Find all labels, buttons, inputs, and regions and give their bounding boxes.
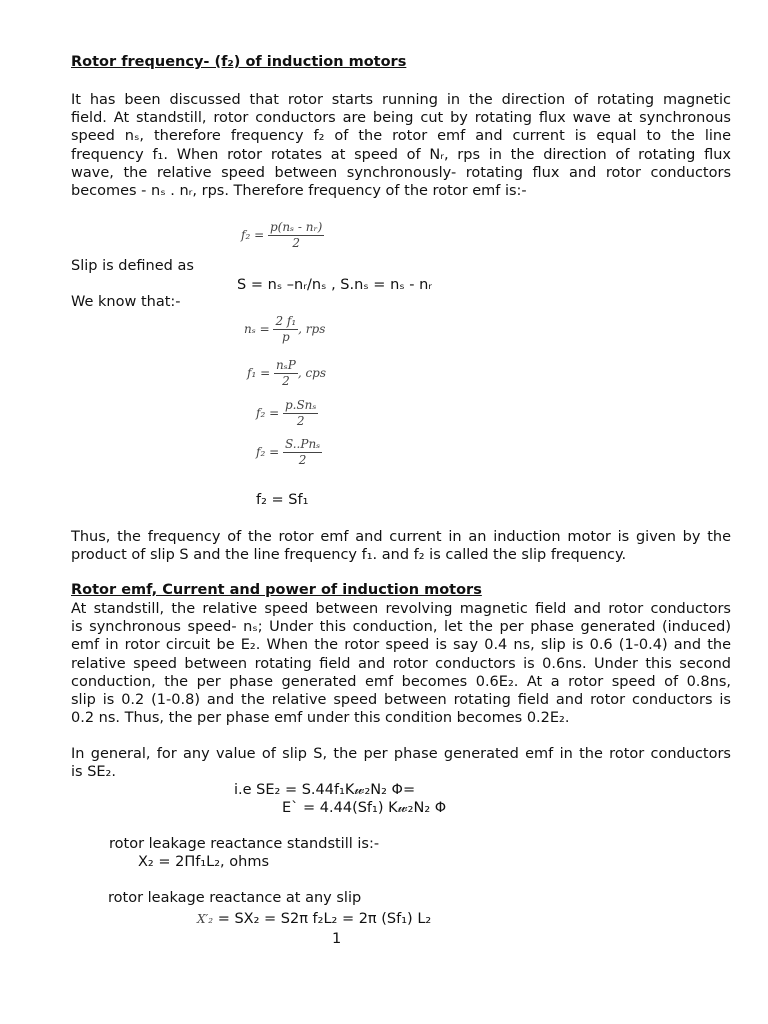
eq-denominator: 2 [296, 414, 305, 428]
text-line: becomes - nₛ . nᵣ, rps. Therefore frequency of the rotor emf is:- [71, 183, 527, 200]
slip-formula: S = nₛ –nᵣ/nₛ , S.nₛ = nₛ - nᵣ [237, 277, 433, 293]
eq-denominator: 2 [292, 236, 300, 250]
eq-suffix: , rps [298, 322, 326, 336]
text-line: relative speed between rotating field and rotor conductors is 0.6ns. Under this second [71, 655, 731, 672]
text-line: slip is 0.2 (1-0.8) and the relative speed between rotating field and rotor conductors is [71, 692, 731, 709]
text-line: field. At standstill, rotor conductors are being cut by rotating flux wave at synchronous [71, 110, 731, 127]
paragraph-general-slip [71, 745, 731, 781]
text-line: product of slip S and the line frequency f₁. and f₂ is called the slip frequency. [71, 547, 627, 564]
text-line: speed nₛ, therefore frequency f₂ of the rotor emf and current is equal to the line [71, 128, 731, 145]
result-f2-equals-sf1: f₂ = Sf₁ [256, 492, 309, 508]
eq-denominator: 2 [282, 374, 290, 388]
eq-numerator: p.Snₛ [284, 398, 317, 412]
eq-numerator: p(nₛ - nᵣ) [269, 220, 323, 234]
reactance-slip-formula: = SX₂ = S2π f₂L₂ = 2π (Sf₁) L₂ [217, 911, 432, 927]
equation-f1: f₁ = $\frac{\text{nₛP}}{2}$ , cps [247, 358, 327, 388]
text-line: At standstill, the relative speed between revolving magnetic field and rotor conductors [71, 601, 731, 617]
eq-denominator: p [281, 330, 290, 344]
eq-lhs: f₂ [241, 228, 251, 242]
equation-f2-slip: f₂ = $\frac{\text{p.Snₛ}}{2}$ [256, 398, 317, 428]
equation-e-prime: E` = 4.44(Sf₁) K𝓌₂N₂ Φ [282, 800, 447, 816]
section-heading-rotor-emf: Rotor emf, Current and power of induction motors [71, 582, 482, 598]
paragraph-standstill-emf [71, 600, 731, 727]
reactance-standstill-formula: X₂ = 2Πf₁L₂, ohms [138, 854, 270, 870]
section-heading-rotor-frequency: Rotor frequency- (f₂) of induction motors [71, 54, 407, 70]
eq-numerator: 2 f₁ [275, 314, 297, 328]
reactance-standstill-label: rotor leakage reactance standstill is:- [109, 836, 380, 852]
reactance-slip-label: rotor leakage reactance at any slip [108, 890, 362, 906]
slip-label: Slip is defined as [71, 258, 194, 274]
eq-lhs: f₂ [256, 445, 266, 459]
eq-denominator: 2 [298, 453, 307, 467]
reactance-slip-equation [197, 911, 431, 927]
text-line: emf in rotor circuit be E₂. When the rotor speed is say 0.4 ns, slip is 0.6 (1-0.4) and the [71, 637, 731, 654]
text-line: conduction, the per phase generated emf becomes 0.6E₂. At a rotor speed of 0.8ns, [71, 673, 731, 690]
equation-f2-slip-alt: f₂ = $\frac{\text{S..Pnₛ}}{2}$ [256, 437, 321, 467]
we-know-label: We know that:- [71, 294, 181, 310]
text-line: It has been discussed that rotor starts running in the direction of rotating magnetic [71, 92, 731, 108]
text-line: In general, for any value of slip S, the per phase generated emf in the rotor conductors [71, 746, 731, 762]
reactance-slip-symbol: X′₂ [197, 912, 214, 926]
text-line: 0.2 ns. Thus, the per phase emf under this condition becomes 0.2E₂. [71, 710, 570, 727]
eq-lhs: f₂ [256, 406, 266, 420]
eq-numerator: S..Pnₛ [284, 437, 321, 451]
equation-se2: i.e SE₂ = S.44f₁K𝓌₂N₂ Φ= [234, 782, 416, 798]
text-line: frequency f₁. When rotor rotates at speed of Nᵣ, rps in the direction of rotating flux [71, 146, 731, 163]
text-line: is synchronous speed- nₛ; Under this conduction, let the per phase generated (induced) [71, 619, 731, 636]
eq-numerator: nₛP [275, 358, 296, 372]
paragraph-slip-frequency [71, 528, 731, 564]
equation-rotor-frequency: f₂ = $\frac{\text{p(nₛ - nᵣ)}}{2}$ [241, 220, 323, 250]
page-number: 1 [332, 931, 342, 947]
text-line: is SE₂. [71, 764, 116, 781]
eq-lhs: nₛ [244, 322, 256, 336]
eq-suffix: , cps [297, 366, 327, 380]
eq-lhs: f₁ [247, 366, 257, 380]
text-line: Thus, the frequency of the rotor emf and current in an induction motor is given by the [71, 529, 731, 545]
paragraph-intro [71, 91, 731, 200]
text-line: wave, the relative speed between synchronously- rotating flux and rotor conductors [71, 164, 731, 181]
equation-ns: nₛ = $\frac{\text{2 f₁}}{p}$ , rps [244, 314, 326, 344]
